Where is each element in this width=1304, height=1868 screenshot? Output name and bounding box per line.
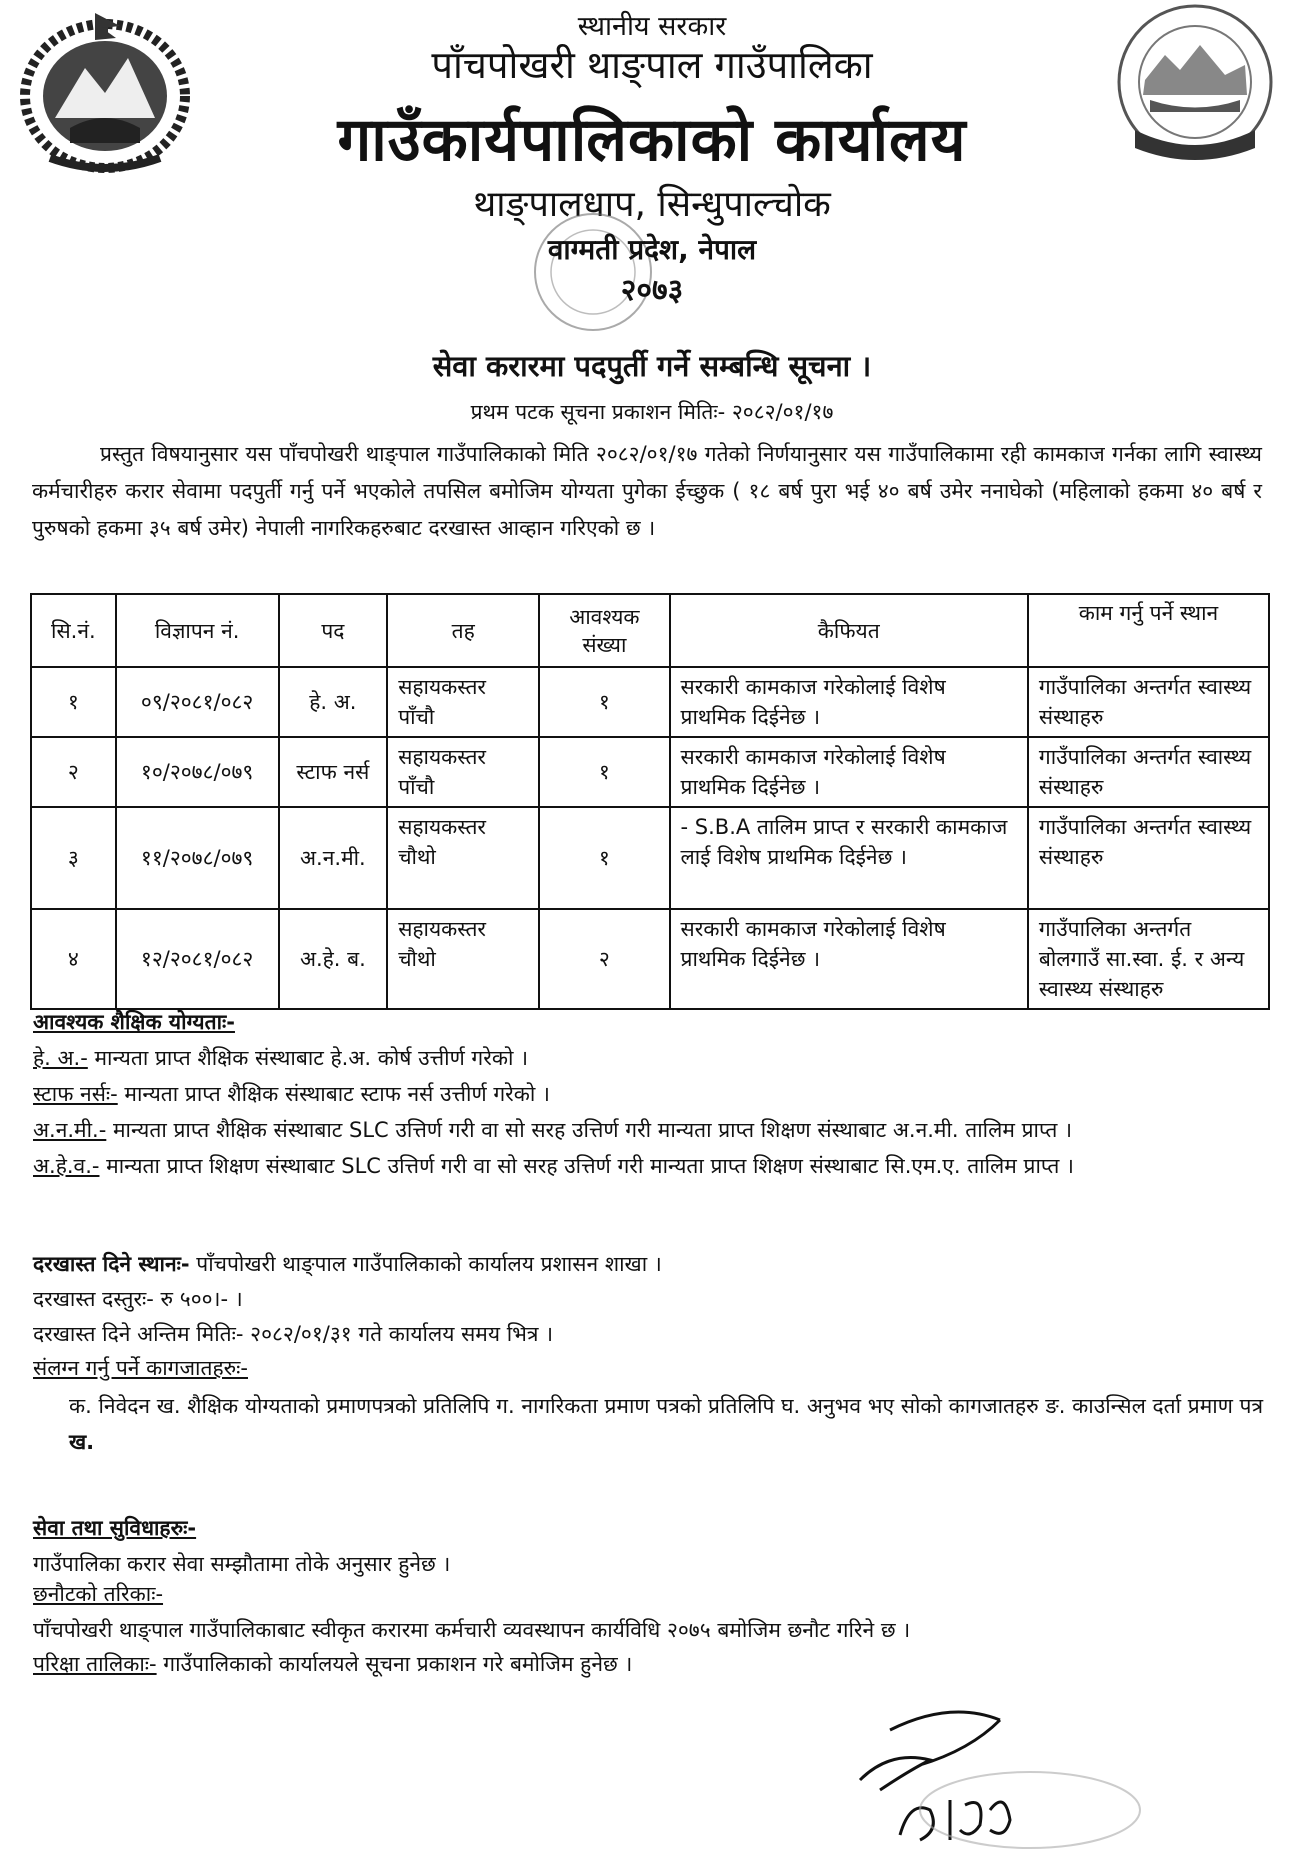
documents-heading: संलग्न गर्नु पर्ने कागजातहरुः- [33, 1356, 248, 1380]
municipality-name: पाँचपोखरी थाङ्पाल गाउँपालिका [431, 43, 873, 87]
cell-location: गाउँपालिका अन्तर्गत स्वास्थ्य संस्थाहरु [1028, 807, 1269, 909]
qualification-label: अ.न.मी.- [33, 1118, 107, 1142]
office-address: थाङ्पालधाप, सिन्धुपाल्चोक [473, 184, 831, 225]
col-header-adv-no: विज्ञापन नं. [116, 594, 279, 667]
cell-location: गाउँपालिका अन्तर्गत बोलगाउँ सा.स्वा. ई. र अन्य स्वास्थ्य संस्थाहरु [1028, 909, 1269, 1009]
application-deadline: दरखास्त दिने अन्तिम मितिः- २०८२/०१/३१ गते कार्यालय समय भित्र । [33, 1322, 554, 1346]
cell-location: गाउँपालिका अन्तर्गत स्वास्थ्य संस्थाहरु [1028, 737, 1269, 807]
cell-post: स्टाफ नर्स [279, 737, 388, 807]
col-header-location: काम गर्नु पर्ने स्थान [1028, 594, 1269, 667]
cell-sn: ३ [31, 807, 116, 909]
cell-level: सहायकस्तर चौथो [387, 807, 539, 909]
qualification-item [33, 1114, 1273, 1146]
cell-level: सहायकस्तर पाँचौ [387, 667, 539, 737]
col-header-level: तह [387, 594, 539, 667]
qualification-item [33, 1042, 1273, 1074]
table-row [31, 807, 1269, 909]
table-header-row [31, 594, 1269, 667]
qualification-item [33, 1078, 1273, 1110]
signature-icon [800, 1690, 1160, 1865]
notice-intro: प्रस्तुत विषयानुसार यस पाँचपोखरी थाङ्पाल गाउँपालिकाको मिति २०८२/०१/१७ गतेको निर्णयानुसार यस गाउँपालिकामा रही कामकाज गर्नका लागि स्वास्थ्य कर्मचारीहरु करार सेवामा पदपुर्ती गर्नु पर्ने भएकोले तपसिल बमोजिम योग्यता पुगेका ईच्छुक ( १८ बर्ष पुरा भई ४० बर्ष उमेर ननाघेको (महिलाको हकमा ४० बर्ष र पुरुषको हकमा ३५ बर्ष उमेर) नेपाली नागरिकहरुबाट दरखास्त आव्हान गरिएको छ । [32, 442, 1262, 540]
qualification-text: मान्यता प्राप्त शैक्षिक संस्थाबाट स्टाफ नर्स उत्तीर्ण गरेको । [117, 1082, 550, 1106]
col-header-sn: सि.नं. [31, 594, 116, 667]
province-label: वाग्मती प्रदेश, नेपाल [547, 233, 757, 266]
qualification-item [33, 1150, 1273, 1182]
qualification-label: हे. अ.- [33, 1046, 88, 1070]
office-name: गाउँकार्यपालिकाको कार्यालय [337, 105, 967, 175]
col-header-post: पद [279, 594, 388, 667]
local-government-label: स्थानीय सरकार [577, 11, 727, 42]
cell-adv-no: १०/२०७८/०७९ [116, 737, 279, 807]
documents-section [33, 1352, 1273, 1458]
exam-section [33, 1648, 1273, 1680]
application-place-text: पाँचपोखरी थाङ्पाल गाउँपालिकाको कार्यालय प्रशासन शाखा । [189, 1252, 662, 1276]
documents-extra: ख. [69, 1430, 95, 1454]
cell-level: सहायकस्तर पाँचौ [387, 737, 539, 807]
exam-label: परिक्षा तालिकाः- [33, 1652, 157, 1676]
qualification-text: मान्यता प्राप्त शैक्षिक संस्थाबाट हे.अ. कोर्ष उत्तीर्ण गरेको । [87, 1046, 529, 1070]
application-place [33, 1248, 1273, 1280]
cell-post: अ.हे. ब. [279, 909, 388, 1009]
cell-sn: २ [31, 737, 116, 807]
qualifications-heading: आवश्यक शैक्षिक योग्यताः- [33, 1010, 235, 1034]
cell-count: १ [539, 807, 669, 909]
cell-remarks: सरकारी कामकाज गरेकोलाई विशेष प्राथमिक दिईनेछ । [670, 737, 1028, 807]
cell-level: सहायकस्तर चौथो [387, 909, 539, 1009]
table-row [31, 667, 1269, 737]
qualification-text: मान्यता प्राप्त शिक्षण संस्थाबाट SLC उत्तिर्ण गरी वा सो सरह उत्तिर्ण गरी मान्यता प्राप्त शिक्षण संस्थाबाट सि.एम.ए. तालिम प्राप्त । [99, 1154, 1074, 1178]
selection-heading: छनौटको तरिकाः- [33, 1582, 164, 1606]
vacancy-table [30, 593, 1270, 1010]
selection-text: पाँचपोखरी थाङ्पाल गाउँपालिकाबाट स्वीकृत करारमा कर्मचारी व्यवस्थापन कार्यविधि २०७५ बमोजिम छनौट गरिने छ । [33, 1618, 911, 1642]
cell-count: १ [539, 737, 669, 807]
qualification-label: स्टाफ नर्सः- [33, 1082, 118, 1106]
col-header-remarks: कैफियत [670, 594, 1028, 667]
established-year: २०७३ [620, 273, 684, 308]
cell-count: १ [539, 667, 669, 737]
documents-list: क. निवेदन ख. शैक्षिक योग्यताको प्रमाणपत्रको प्रतिलिपि ग. नागरिकता प्रमाण पत्रको प्रतिलिपि घ. अनुभव भए सोको कागजातहरु ङ. काउन्सिल दर्ता प्रमाण पत्र [69, 1394, 1264, 1418]
publish-date: प्रथम पटक सूचना प्रकाशन मितिः- २०८२/०१/१७ [470, 400, 834, 424]
col-header-count: आवश्यक संख्या [539, 594, 669, 667]
table-row [31, 737, 1269, 807]
table-row [31, 909, 1269, 1009]
qualification-label: अ.हे.व.- [33, 1154, 100, 1178]
qualification-text: मान्यता प्राप्त शैक्षिक संस्थाबाट SLC उत्तिर्ण गरी वा सो सरह उत्तिर्ण गरी मान्यता प्राप्त शिक्षण संस्थाबाट अ.न.मी. तालिम प्राप्त । [106, 1118, 1073, 1142]
cell-sn: ४ [31, 909, 116, 1009]
cell-adv-no: १२/२०८१/०८२ [116, 909, 279, 1009]
facilities-section [33, 1512, 1273, 1580]
application-fee: दरखास्त दस्तुरः- रु ५००।- । [33, 1287, 243, 1311]
cell-adv-no: ११/२०७८/०७९ [116, 807, 279, 909]
application-section [33, 1248, 1273, 1350]
selection-section [33, 1578, 1273, 1646]
cell-location: गाउँपालिका अन्तर्गत स्वास्थ्य संस्थाहरु [1028, 667, 1269, 737]
cell-adv-no: ०९/२०८१/०८२ [116, 667, 279, 737]
cell-sn: १ [31, 667, 116, 737]
cell-post: अ.न.मी. [279, 807, 388, 909]
cell-remarks: सरकारी कामकाज गरेकोलाई विशेष प्राथमिक दिईनेछ । [670, 667, 1028, 737]
facilities-heading: सेवा तथा सुविधाहरुः- [33, 1516, 197, 1540]
qualifications-section [33, 1006, 1273, 1182]
cell-remarks: - S.B.A तालिम प्राप्त र सरकारी कामकाज लाई विशेष प्राथमिक दिईनेछ । [670, 807, 1028, 909]
cell-remarks: सरकारी कामकाज गरेकोलाई विशेष प्राथमिक दिईनेछ । [670, 909, 1028, 1009]
exam-text: गाउँपालिकाको कार्यालयले सूचना प्रकाशन गरे बमोजिम हुनेछ । [156, 1652, 633, 1676]
cell-count: २ [539, 909, 669, 1009]
facilities-text: गाउँपालिका करार सेवा सम्झौतामा तोके अनुसार हुनेछ । [33, 1552, 451, 1576]
notice-title: सेवा करारमा पदपुर्ती गर्ने सम्बन्धि सूचना । [432, 349, 872, 383]
application-place-label: दरखास्त दिने स्थानः- [33, 1252, 190, 1276]
cell-post: हे. अ. [279, 667, 388, 737]
